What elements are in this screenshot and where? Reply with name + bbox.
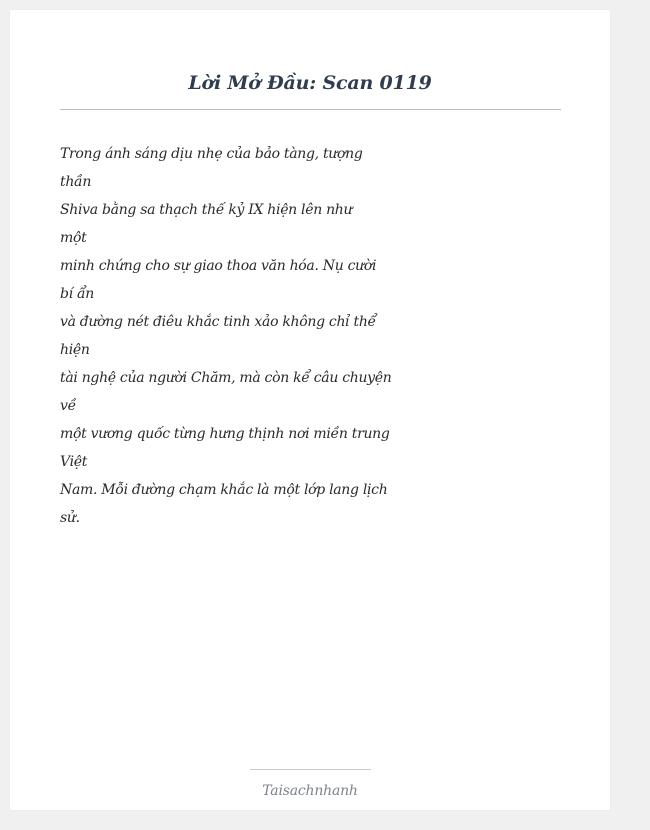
body-paragraph xyxy=(60,140,390,532)
body-line: và đường nét điêu khắc tinh xảo không chỉ thể xyxy=(60,314,376,330)
footer-divider xyxy=(250,769,371,770)
body-line: thần xyxy=(60,174,92,190)
title-divider xyxy=(60,109,561,110)
page-title: Lời Mở Đầu: Scan 0119 xyxy=(188,72,432,94)
body-line: Việt xyxy=(60,454,88,470)
document-page xyxy=(10,10,610,810)
body-line: Trong ánh sáng dịu nhẹ của bảo tàng, tượng xyxy=(60,146,363,162)
body-line: sử. xyxy=(60,510,80,526)
body-line: minh chứng cho sự giao thoa văn hóa. Nụ cười xyxy=(60,258,377,274)
body-line: tài nghệ của người Chăm, mà còn kể câu chuyện xyxy=(60,370,392,386)
body-line: về xyxy=(60,398,76,414)
body-line: Shiva bằng sa thạch thế kỷ IX hiện lên như xyxy=(60,202,353,218)
body-line: Nam. Mỗi đường chạm khắc là một lớp lang lịch xyxy=(60,482,388,498)
body-line: một vương quốc từng hưng thịnh nơi miền trung xyxy=(60,426,390,442)
body-line: một xyxy=(60,230,87,246)
footer-source: Taisachnhanh xyxy=(262,783,358,799)
body-line: bí ẩn xyxy=(60,286,94,302)
body-line: hiện xyxy=(60,342,90,358)
